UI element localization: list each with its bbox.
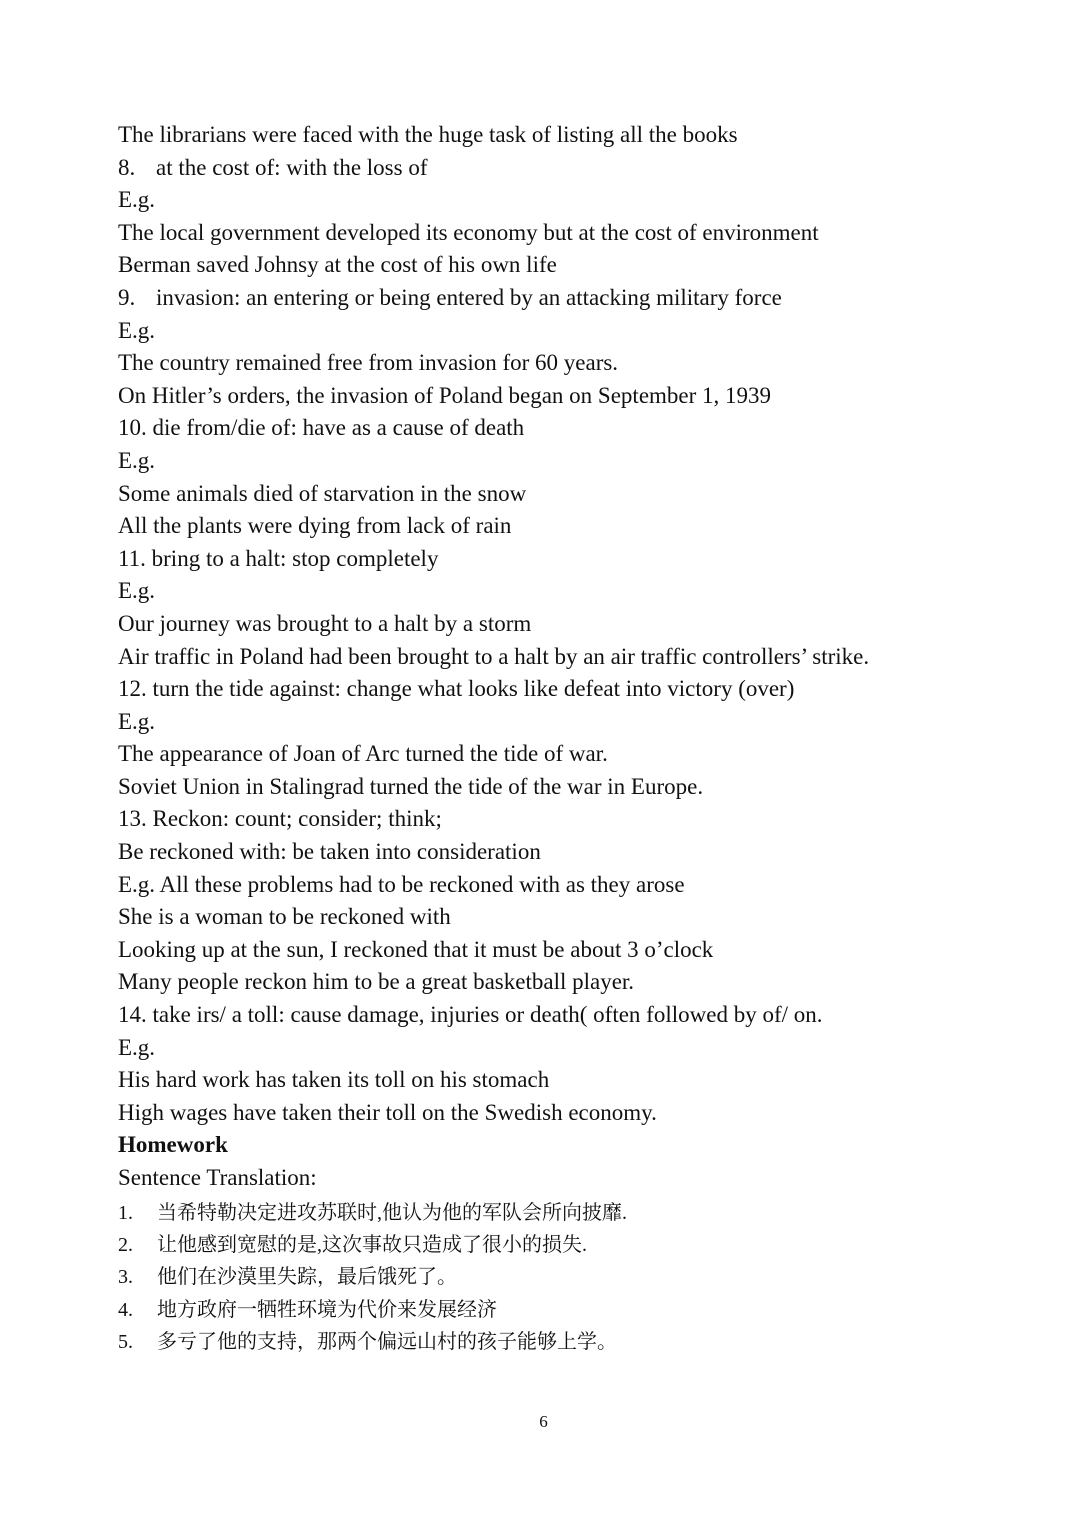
text-line <box>118 771 1018 804</box>
text-line <box>118 119 1018 152</box>
item-number: 9. <box>118 284 136 310</box>
line-text: E.g. <box>118 187 156 213</box>
line-text: His hard work has taken its toll on his stomach <box>118 1067 550 1093</box>
line-text: 11. bring to a halt: stop completely <box>118 545 439 571</box>
line-text: She is a woman to be reckoned with <box>118 904 451 930</box>
line-text: Sentence Translation: <box>118 1165 317 1190</box>
text-line <box>118 543 1018 576</box>
text-line <box>118 836 1018 869</box>
homework-item <box>118 1197 1018 1229</box>
line-text: 13. Reckon: count; consider; think; <box>118 806 442 832</box>
line-text: E.g. <box>118 708 156 734</box>
text-line <box>118 152 1018 185</box>
line-text: Homework <box>118 1132 228 1158</box>
line-text: The librarians were faced with the huge task of listing all the books <box>118 122 738 147</box>
line-text: The local government developed its economy but at the cost of environment <box>118 219 819 245</box>
text-line <box>118 1097 1018 1130</box>
line-text: On Hitler’s orders, the invasion of Poland began on September 1, 1939 <box>118 382 772 408</box>
document-page <box>118 119 1018 1359</box>
line-text: at the cost of: with the loss of <box>156 154 428 180</box>
line-text: E.g. <box>118 578 156 604</box>
line-text: All the plants were dying from lack of rain <box>118 513 512 539</box>
section-heading <box>118 1129 1018 1162</box>
homework-item <box>118 1229 1018 1261</box>
line-text: Some animals died of starvation in the snow <box>118 480 527 506</box>
text-line <box>118 249 1018 282</box>
homework-sentence: 他们在沙漠里失踪，最后饿死了。 <box>157 1266 457 1289</box>
text-line <box>118 706 1018 739</box>
text-line <box>118 966 1018 999</box>
text-line <box>118 575 1018 608</box>
line-text: 10. die from/die of: have as a cause of death <box>118 415 525 441</box>
text-line <box>118 184 1018 217</box>
text-body <box>118 119 1018 1195</box>
text-line <box>118 1064 1018 1097</box>
page-number: 6 <box>539 1412 548 1431</box>
line-text: Soviet Union in Stalingrad turned the tide of the war in Europe. <box>118 773 704 799</box>
text-line <box>118 901 1018 934</box>
line-text: E.g. <box>118 447 156 473</box>
line-text: The appearance of Joan of Arc turned the tide of war. <box>118 741 608 767</box>
item-number: 8. <box>118 154 136 180</box>
homework-sentence: 当希特勒决定进攻苏联时,他认为他的军队会所向披靡. <box>157 1201 627 1224</box>
text-line <box>118 315 1018 348</box>
text-line <box>118 347 1018 380</box>
item-number: 3. <box>118 1266 133 1289</box>
line-text: invasion: an entering or being entered by an attacking military force <box>156 284 782 310</box>
item-number: 2. <box>118 1233 133 1256</box>
line-text: Looking up at the sun, I reckoned that it must be about 3 o’clock <box>118 936 714 962</box>
text-line <box>118 282 1018 315</box>
line-text: Berman saved Johnsy at the cost of his own life <box>118 252 557 278</box>
line-text: Our journey was brought to a halt by a storm <box>118 610 532 636</box>
line-text: E.g. <box>118 1034 156 1060</box>
text-line <box>118 478 1018 511</box>
item-number: 1. <box>118 1201 133 1224</box>
line-text: Many people reckon him to be a great basketball player. <box>118 969 635 995</box>
homework-sentence: 地方政府一牺牲环境为代价来发展经济 <box>157 1298 497 1321</box>
line-text: 14. take irs/ a toll: cause damage, injuries or death( often followed by of/ on. <box>118 1002 823 1028</box>
homework-item <box>118 1261 1018 1293</box>
line-text: 12. turn the tide against: change what looks like defeat into victory (over) <box>118 676 795 702</box>
line-text: E.g. <box>118 317 156 343</box>
line-text: High wages have taken their toll on the Swedish economy. <box>118 1099 657 1125</box>
text-line <box>118 608 1018 641</box>
line-text: The country remained free from invasion for 60 years. <box>118 350 619 376</box>
item-number: 4. <box>118 1298 133 1321</box>
text-line <box>118 412 1018 445</box>
text-line <box>118 1162 1018 1195</box>
text-line <box>118 1032 1018 1065</box>
text-line <box>118 999 1018 1032</box>
homework-sentence: 让他感到宽慰的是,这次事故只造成了很小的损失. <box>157 1233 587 1256</box>
text-line <box>118 445 1018 478</box>
line-text: E.g. All these problems had to be reckoned with as they arose <box>118 871 685 897</box>
text-line <box>118 803 1018 836</box>
homework-list <box>118 1197 1018 1359</box>
text-line <box>118 673 1018 706</box>
text-line <box>118 510 1018 543</box>
text-line <box>118 217 1018 250</box>
text-line <box>118 934 1018 967</box>
text-line <box>118 738 1018 771</box>
homework-sentence: 多亏了他的支持，那两个偏远山村的孩子能够上学。 <box>157 1331 617 1354</box>
homework-item <box>118 1294 1018 1326</box>
line-text: Be reckoned with: be taken into consideration <box>118 839 541 865</box>
homework-item <box>118 1326 1018 1358</box>
line-text: Air traffic in Poland had been brought to a halt by an air traffic controllers’ strike. <box>118 643 870 669</box>
text-line <box>118 641 1018 674</box>
text-line <box>118 380 1018 413</box>
text-line <box>118 869 1018 902</box>
item-number: 5. <box>118 1331 133 1354</box>
